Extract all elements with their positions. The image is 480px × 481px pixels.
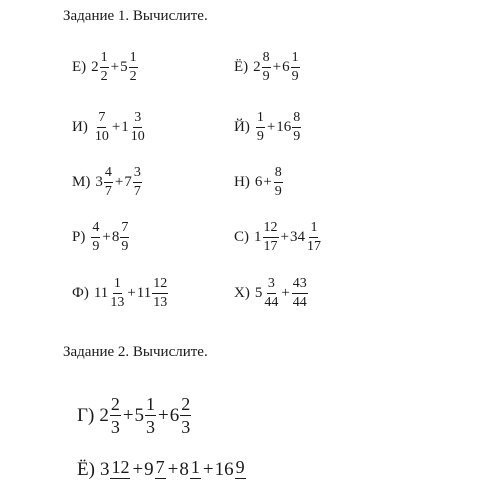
denominator: 3 [110, 417, 120, 437]
whole-number: 6 [282, 59, 290, 75]
denominator: 9 [262, 69, 270, 84]
numerator: 8 [262, 51, 271, 68]
numerator: 12 [152, 277, 168, 294]
item-label: Р) [72, 229, 86, 245]
numerator: 1 [146, 394, 156, 414]
fraction [263, 277, 279, 310]
plus-sign: + [272, 59, 282, 75]
denominator: 13 [110, 295, 125, 310]
whole-number: 11 [136, 285, 152, 301]
fraction [130, 111, 146, 144]
whole-number: 5 [134, 404, 145, 426]
numerator: 7 [155, 457, 165, 477]
denominator: 17 [263, 239, 278, 254]
numerator: 4 [91, 221, 100, 238]
expr-9 [72, 277, 169, 310]
whole-number: 9 [144, 458, 154, 480]
plus-sign: + [127, 285, 136, 301]
expr-11 [77, 395, 192, 436]
whole-number: 2 [91, 59, 99, 75]
expr-5 [72, 166, 143, 199]
whole-number: 6 [169, 404, 180, 426]
fraction [306, 221, 322, 254]
numerator: 1 [190, 457, 200, 477]
denominator: 3 [146, 417, 156, 437]
fraction [152, 277, 168, 310]
expr-3 [72, 111, 147, 144]
plus-sign: + [102, 229, 111, 245]
item-label: Ё) [77, 458, 95, 480]
fraction [94, 111, 110, 144]
numerator: 1 [291, 51, 300, 68]
expr-4 [234, 111, 302, 144]
fraction [100, 51, 109, 84]
whole-number: 8 [179, 458, 189, 480]
numerator: 4 [104, 166, 113, 183]
plus-sign: + [266, 119, 276, 135]
numerator: 1 [256, 111, 265, 128]
numerator: 3 [267, 277, 276, 294]
fraction [235, 458, 246, 481]
numerator: 1 [113, 277, 122, 294]
denominator: 44 [264, 295, 279, 310]
item-label: М) [72, 174, 91, 190]
numerator: 7 [97, 111, 106, 128]
plus-sign: + [158, 404, 169, 426]
denominator: 7 [133, 184, 141, 199]
fraction [190, 458, 201, 481]
numerator: 3 [133, 166, 142, 183]
fraction [256, 111, 265, 144]
fraction [129, 51, 138, 84]
plus-sign: + [111, 119, 121, 135]
plus-sign: + [110, 59, 120, 75]
fraction [109, 277, 125, 310]
item-label: Е) [72, 59, 87, 75]
item-label: И) [72, 119, 88, 135]
fraction [155, 458, 166, 481]
whole-number: 2 [253, 59, 261, 75]
denominator: 44 [292, 295, 307, 310]
whole-number: 16 [276, 119, 292, 135]
denominator: 9 [293, 129, 301, 144]
numerator: 1 [309, 221, 318, 238]
item-label: С) [234, 229, 249, 245]
fraction [262, 51, 271, 84]
numerator: 12 [263, 221, 279, 238]
plus-sign: + [281, 285, 290, 301]
plus-sign: + [263, 174, 272, 190]
fraction [145, 395, 156, 436]
expr-12 [77, 458, 247, 481]
fraction [180, 395, 191, 436]
numerator: 8 [274, 166, 283, 183]
item-label: Х) [234, 285, 250, 301]
task1-title: Задание 1. Вычислите. [63, 8, 208, 24]
plus-sign: + [280, 229, 289, 245]
whole-number: 6 [254, 174, 263, 190]
whole-number: 34 [289, 229, 305, 245]
whole-number: 5 [254, 285, 263, 301]
whole-number: 3 [99, 458, 110, 480]
numerator: 3 [133, 111, 142, 128]
numerator: 7 [120, 221, 129, 238]
whole-number: 7 [124, 174, 132, 190]
expr-7 [72, 221, 130, 254]
plus-sign: + [202, 458, 214, 480]
denominator: 9 [274, 184, 282, 199]
numerator: 9 [235, 457, 245, 477]
plus-sign: + [114, 174, 124, 190]
fraction [133, 166, 142, 199]
expr-2 [234, 51, 301, 84]
denominator: 9 [121, 239, 129, 254]
numerator: 1 [100, 51, 109, 68]
denominator: 9 [291, 69, 299, 84]
denominator: 2 [100, 69, 108, 84]
plus-sign: + [167, 458, 179, 480]
whole-number: 1 [121, 119, 129, 135]
numerator: 2 [110, 394, 120, 414]
numerator: 43 [292, 277, 308, 294]
denominator: 9 [92, 239, 100, 254]
denominator: 13 [153, 295, 168, 310]
fraction [292, 111, 301, 144]
task2-title: Задание 2. Вычислите. [63, 344, 208, 360]
fraction [291, 51, 300, 84]
numerator: 8 [292, 111, 301, 128]
numerator: 1 [129, 51, 138, 68]
fraction [110, 458, 130, 481]
item-label: Г) [77, 404, 95, 426]
item-label: Ф) [72, 285, 89, 301]
plus-sign: + [122, 404, 134, 426]
fraction [274, 166, 283, 199]
fraction [91, 221, 100, 254]
fraction [292, 277, 308, 310]
whole-number: 16 [214, 458, 234, 480]
fraction [263, 221, 279, 254]
whole-number: 5 [120, 59, 128, 75]
item-label: Й) [234, 119, 250, 135]
expr-6 [234, 166, 284, 199]
item-label: Ё) [234, 59, 249, 75]
denominator: 9 [256, 129, 264, 144]
whole-number: 1 [254, 229, 262, 245]
plus-sign: + [132, 458, 144, 480]
whole-number: 8 [111, 229, 120, 245]
expr-8 [234, 221, 323, 254]
whole-number: 3 [95, 174, 103, 190]
denominator: 17 [306, 239, 321, 254]
whole-number: 11 [93, 285, 109, 301]
expr-10 [234, 277, 309, 310]
denominator: 10 [130, 129, 145, 144]
expr-1 [72, 51, 139, 84]
fraction [110, 395, 121, 436]
denominator: 3 [181, 417, 191, 437]
item-label: Н) [234, 174, 250, 190]
numerator: 2 [181, 394, 191, 414]
whole-number: 2 [99, 404, 109, 426]
numerator: 12 [111, 457, 130, 477]
fraction [104, 166, 113, 199]
denominator: 10 [94, 129, 109, 144]
denominator: 2 [129, 69, 137, 84]
denominator: 7 [104, 184, 112, 199]
fraction [120, 221, 129, 254]
